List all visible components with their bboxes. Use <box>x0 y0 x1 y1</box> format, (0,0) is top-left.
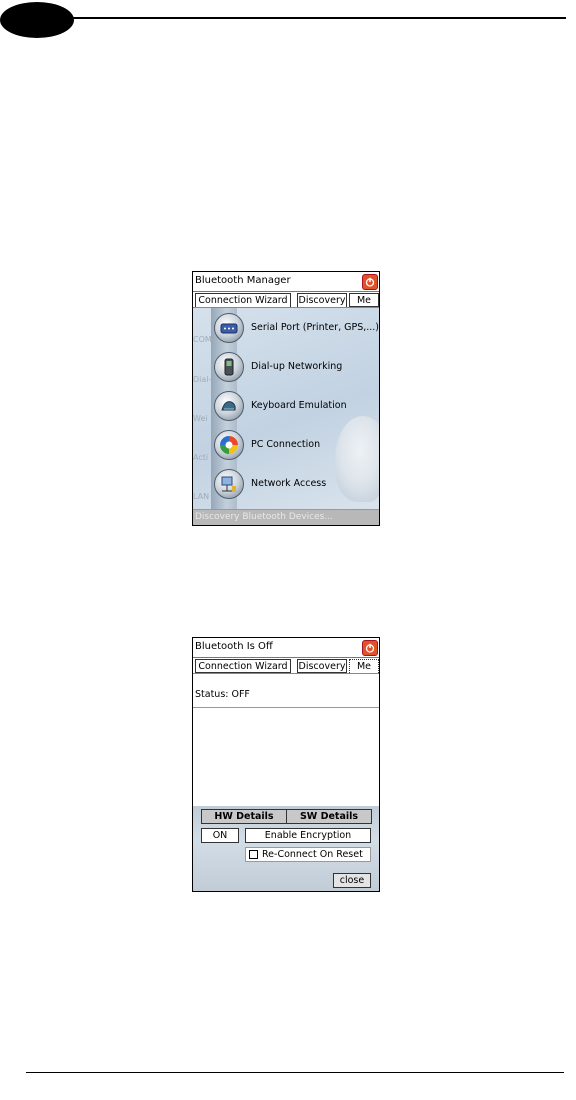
faded-label: COM <box>193 335 212 344</box>
tab-bar <box>193 292 379 308</box>
controls-panel <box>193 806 379 891</box>
faded-label: Acti <box>193 453 209 462</box>
keyboard-icon <box>214 391 244 421</box>
window-title: Bluetooth Manager <box>195 275 291 286</box>
tab-me[interactable]: Me <box>349 293 379 307</box>
power-icon <box>365 643 375 653</box>
menu-item-label: Dial-up Networking <box>251 361 343 372</box>
enable-encryption-button[interactable]: Enable Encryption <box>245 828 371 843</box>
page-header-oval <box>0 2 74 38</box>
bluetooth-me-screen <box>192 637 380 892</box>
bluetooth-manager-screen <box>192 271 380 526</box>
phone-icon <box>214 352 244 382</box>
bluetooth-status-text: Status: OFF <box>195 689 250 700</box>
power-button[interactable] <box>362 274 378 290</box>
tab-me[interactable]: Me <box>349 659 379 673</box>
menu-item-dial-up[interactable] <box>211 350 379 384</box>
close-button[interactable]: close <box>333 873 371 888</box>
menu-item-serial-port[interactable] <box>211 311 379 345</box>
tab-connection-wizard[interactable]: Connection Wizard <box>195 659 291 673</box>
info-area <box>193 708 379 806</box>
serial-port-icon <box>214 313 244 343</box>
title-bar <box>193 638 379 658</box>
power-button[interactable] <box>362 640 378 656</box>
hw-details-button[interactable]: HW Details <box>201 809 287 824</box>
wizard-panel <box>193 308 379 510</box>
page-header-rule <box>66 17 566 19</box>
faded-label: Dial- <box>193 375 212 384</box>
window-title: Bluetooth Is Off <box>195 641 273 652</box>
status-bar <box>193 509 379 525</box>
page-footer-rule <box>26 1072 564 1073</box>
pc-connection-icon <box>214 430 244 460</box>
network-icon <box>214 469 244 499</box>
status-panel <box>193 674 379 708</box>
status-bar-text: Discovery Bluetooth Devices... <box>195 512 333 522</box>
title-bar <box>193 272 379 292</box>
menu-item-label: Keyboard Emulation <box>251 400 347 411</box>
reconnect-on-reset-row[interactable] <box>245 847 371 862</box>
reconnect-label: Re-Connect On Reset <box>262 849 363 860</box>
tab-bar <box>193 658 379 674</box>
menu-item-label: Network Access <box>251 478 327 489</box>
power-icon <box>365 277 375 287</box>
faded-label: LAN <box>193 492 210 501</box>
tab-connection-wizard[interactable]: Connection Wizard <box>195 293 291 307</box>
menu-item-network-access[interactable] <box>211 467 379 501</box>
menu-item-label: PC Connection <box>251 439 321 450</box>
sw-details-button[interactable]: SW Details <box>286 809 372 824</box>
bluetooth-on-button[interactable]: ON <box>201 828 239 843</box>
reconnect-checkbox[interactable] <box>249 850 258 859</box>
menu-item-keyboard-emulation[interactable] <box>211 389 379 423</box>
faded-label: Wei <box>193 414 208 423</box>
tab-discovery[interactable]: Discovery <box>298 295 346 306</box>
tab-discovery[interactable]: Discovery <box>298 661 346 672</box>
menu-item-label: Serial Port (Printer, GPS,...) <box>251 322 380 333</box>
menu-item-pc-connection[interactable] <box>211 428 379 462</box>
